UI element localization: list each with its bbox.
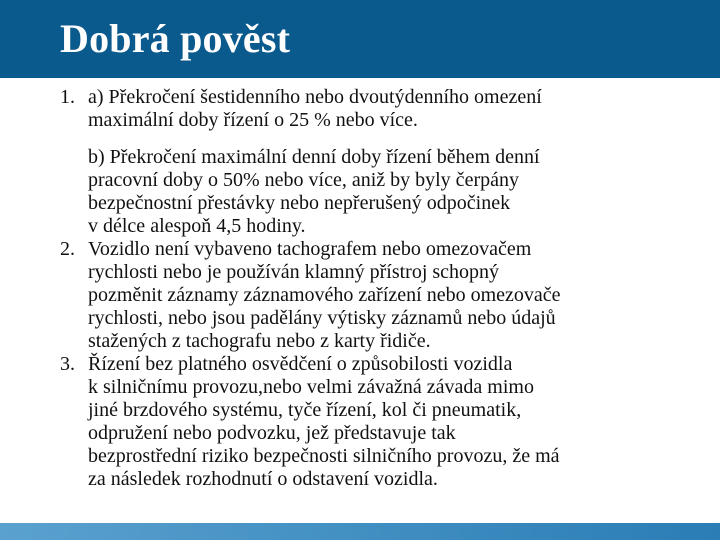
list-number-3: 3. xyxy=(60,353,75,375)
item-3-line-4: odpružení nebo podvozku, jež představuje tak xyxy=(88,422,456,444)
item-3-line-5: bezprostřední riziko bezpečnosti silničního provozu, že má xyxy=(88,445,560,467)
item-2-line-4: rychlosti, nebo jsou padělány výtisky záznamů nebo údajů xyxy=(88,307,556,329)
item-1-a-line-2: maximální doby řízení o 25 % nebo více. xyxy=(88,109,418,131)
item-1-a-line-1: a) Překročení šestidenního nebo dvoutýdenního omezení xyxy=(88,86,542,108)
item-2-line-5: stažených z tachografu nebo z karty řidiče. xyxy=(88,330,431,352)
bottom-bar xyxy=(0,523,720,540)
item-2-line-1: Vozidlo není vybaveno tachografem nebo omezovačem xyxy=(88,238,532,260)
item-1-b-line-1: b) Překročení maximální denní doby řízení během denní xyxy=(88,146,540,168)
title-bar xyxy=(0,0,720,78)
item-3-line-2: k silničnímu provozu,nebo velmi závažná závada mimo xyxy=(88,376,534,398)
item-1-b-line-3: bezpečnostní přestávky nebo nepřerušený odpočinek xyxy=(88,192,511,214)
list-number-1: 1. xyxy=(60,86,75,108)
item-3-line-3: jiné brzdového systému, tyče řízení, kol či pneumatik, xyxy=(88,399,522,421)
item-2-line-2: rychlosti nebo je používán klamný přístroj schopný xyxy=(88,261,500,283)
item-3-line-6: za následek rozhodnutí o odstavení vozidla. xyxy=(88,468,438,490)
item-3-line-1: Řízení bez platného osvědčení o způsobilosti vozidla xyxy=(88,353,513,375)
slide-title: Dobrá pověst xyxy=(60,16,291,61)
list-number-2: 2. xyxy=(60,238,75,260)
item-1-b-line-2: pracovní doby o 50% nebo více, aniž by byly čerpány xyxy=(88,169,519,191)
item-1-b-line-4: v délce alespoň 4,5 hodiny. xyxy=(88,215,306,237)
item-2-line-3: pozměnit záznamy záznamového zařízení nebo omezovače xyxy=(88,284,561,306)
